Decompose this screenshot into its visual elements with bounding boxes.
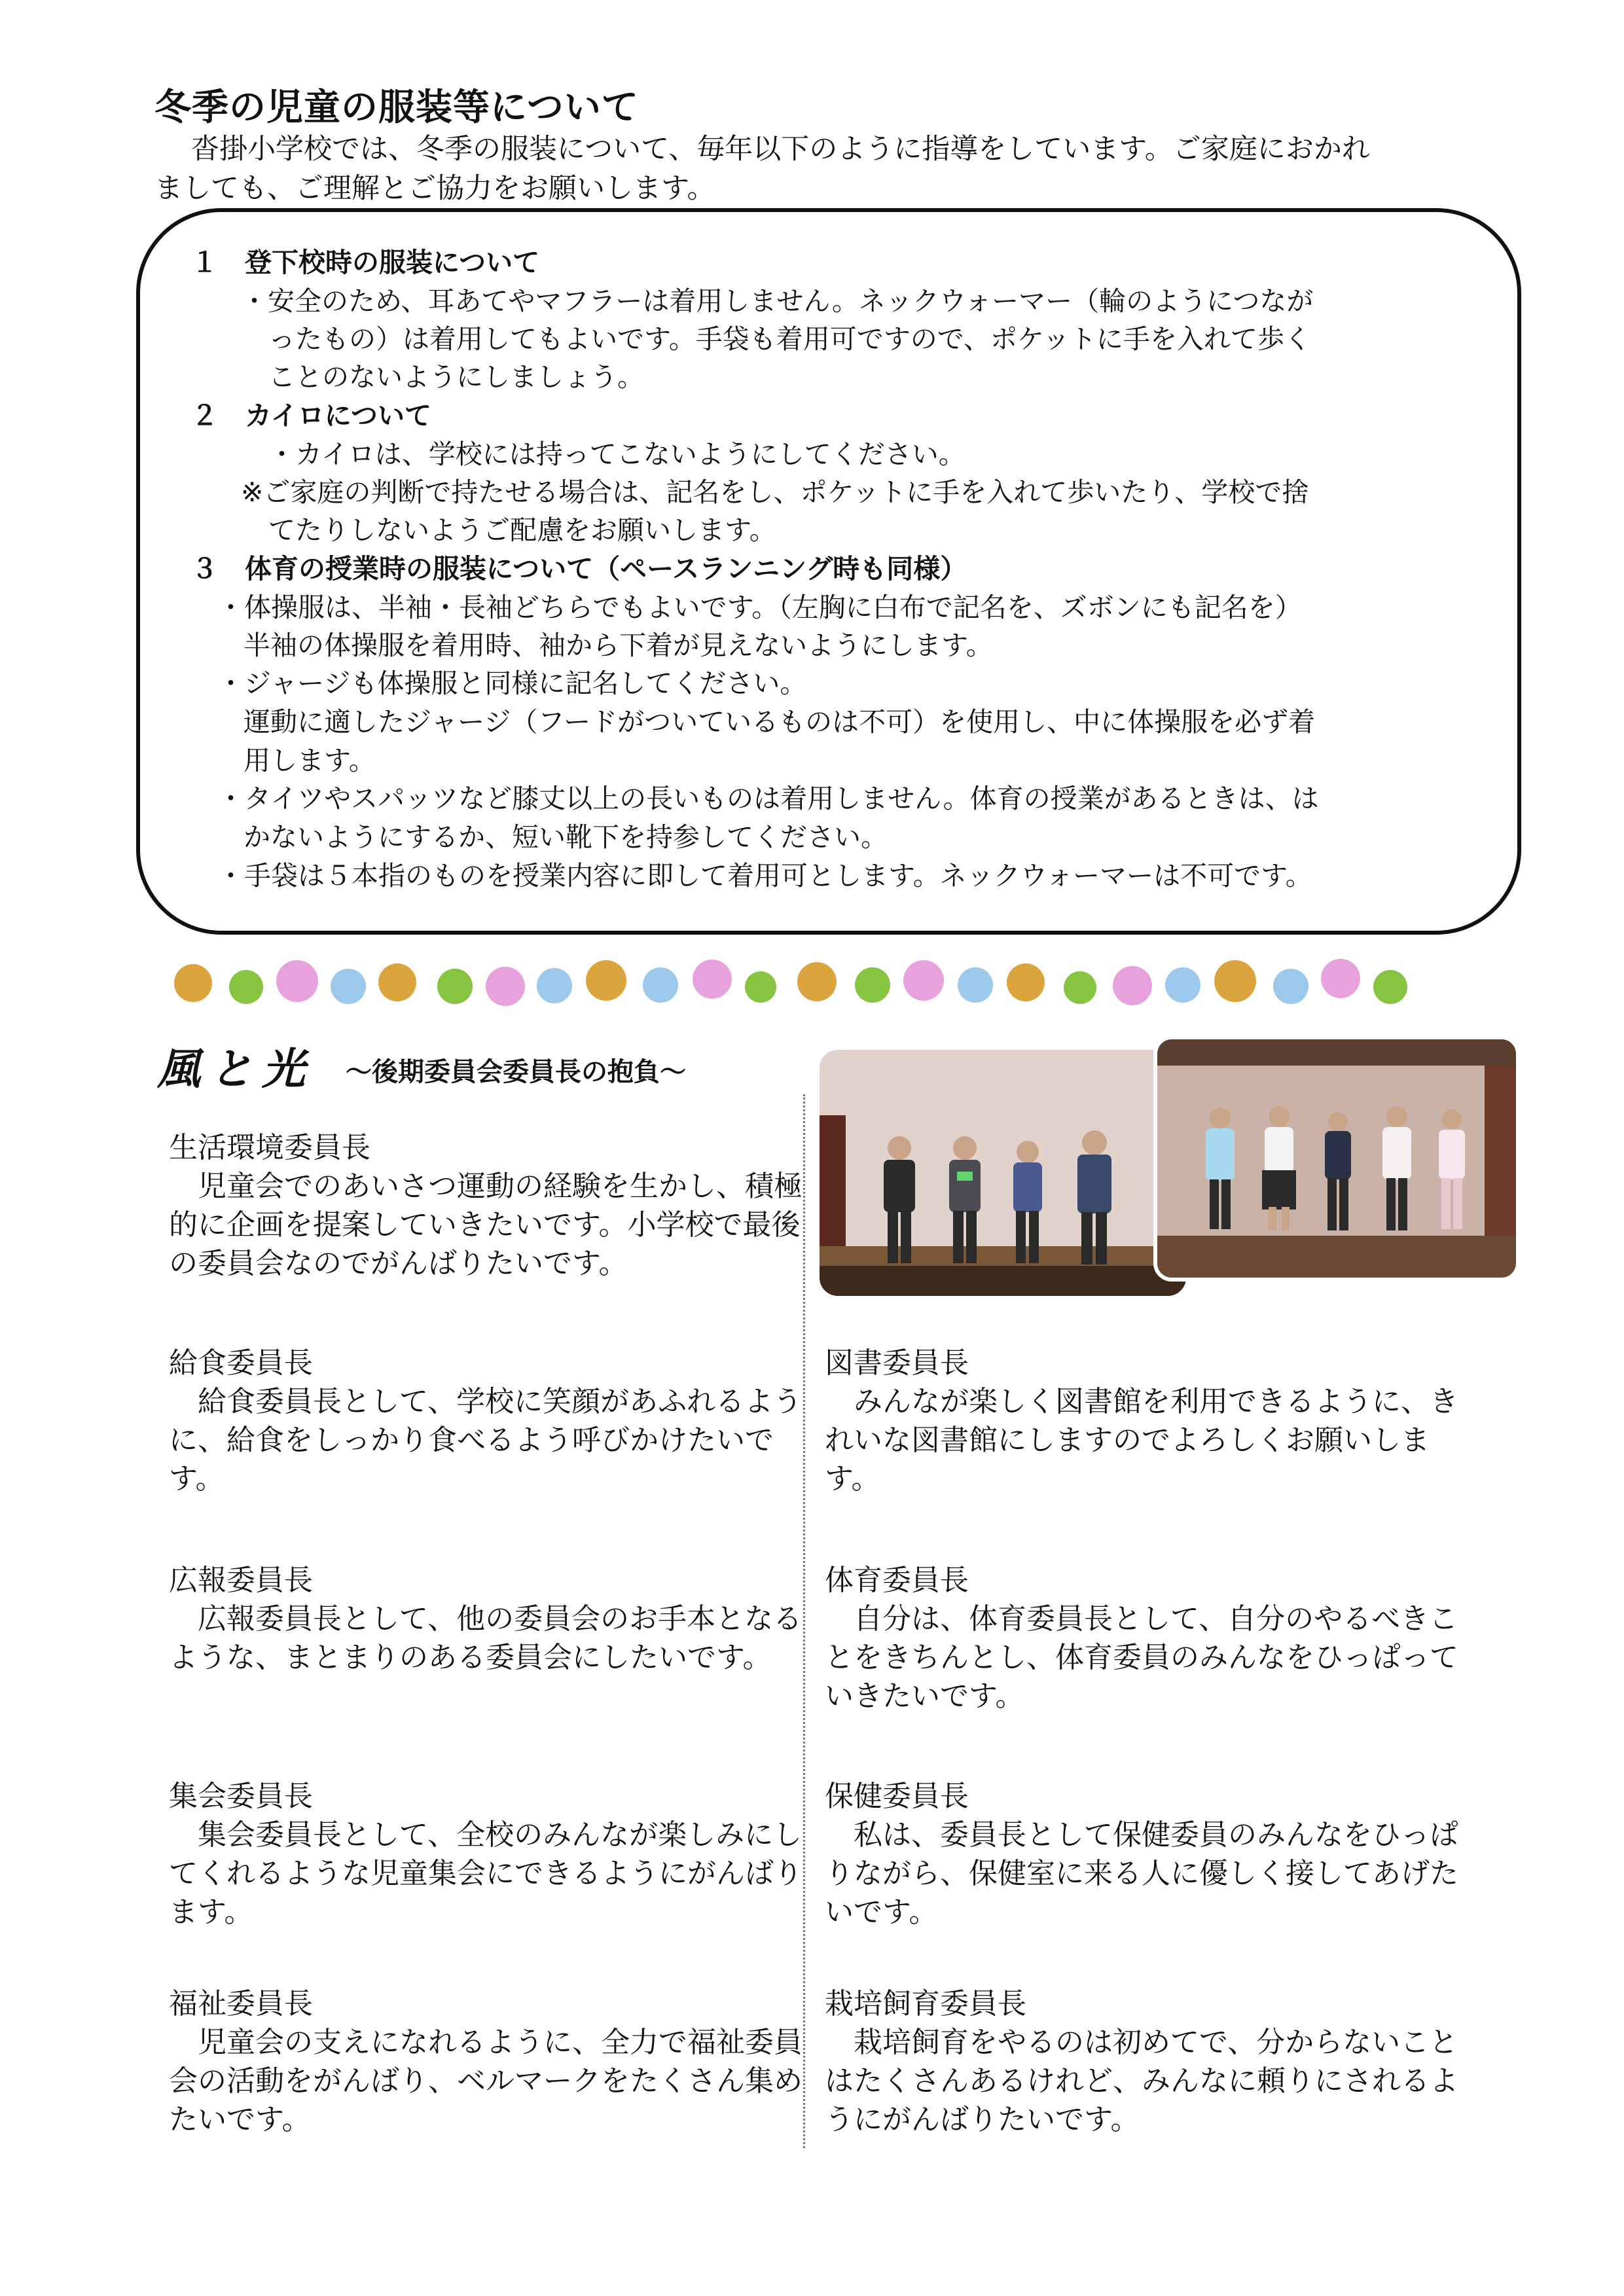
- dot: [643, 967, 678, 1003]
- dot: [1064, 971, 1096, 1004]
- dot: [276, 960, 318, 1002]
- committee-message: 児童会でのあいさつ運動の経験を生かし、積極的に企画を提案していきたいです。小学校で最後の委員会なのでがんばりたいです。: [169, 1170, 803, 1280]
- dot: [437, 969, 473, 1004]
- committee-message: 私は、委員長として保健委員のみんなをひっぱりながら、保健室に来る人に優しく接してあげたいです。: [825, 1818, 1458, 1929]
- dot: [331, 969, 366, 1004]
- committee-entry-fukushi: [169, 1984, 807, 2139]
- dot: [855, 967, 890, 1003]
- rule-line: ・安全のため、耳あてやマフラーは着用しません。ネックウォーマー（輪のようにつなが: [241, 285, 1314, 317]
- stage-photo-girls: [1157, 1039, 1516, 1278]
- rule-line: 半袖の体操服を着用時、袖から下着が見えないようにします。: [244, 630, 993, 661]
- committee-message: 栽培飼育をやるのは初めてで、分からないことはたくさんあるけれど、みんなに頼りにされるようにがんばりたいです。: [825, 2026, 1458, 2136]
- committee-message: 自分は、体育委員長として、自分のやるべきことをきちんとし、体育委員のみんなをひっぱっていきたいです。: [825, 1602, 1458, 1713]
- rule-line: てたりしないようご配慮をお願いします。: [268, 514, 776, 546]
- dot: [1273, 969, 1308, 1004]
- dot: [1214, 960, 1256, 1002]
- rule-line: ・カイロは、学校には持ってこないようにしてください。: [268, 439, 965, 470]
- committee-entry-hoken: [825, 1777, 1463, 1931]
- committee-role: 図書委員長: [825, 1346, 969, 1380]
- dot: [745, 971, 776, 1003]
- dot: [903, 960, 944, 1001]
- section-title-winter-clothing: 冬季の児童の服装等について: [154, 86, 639, 129]
- dot: [1007, 963, 1045, 1001]
- section-subtitle: ～後期委員会委員長の抱負～: [346, 1057, 686, 1087]
- rule-line: ・タイツやスパッツなど膝丈以上の長いものは着用しません。体育の授業があるときは、は: [217, 783, 1319, 814]
- committee-entry-seikatsu: [169, 1128, 807, 1283]
- dot: [1373, 970, 1407, 1004]
- intro-line: ましても、ご理解とご協力をお願いします。: [154, 172, 715, 205]
- intro-line: 沓掛小学校では、冬季の服装について、毎年以下のように指導をしています。ご家庭におかれ: [191, 133, 1370, 166]
- dot: [797, 962, 837, 1001]
- committee-role: 給食委員長: [169, 1346, 313, 1380]
- committee-role: 集会委員長: [169, 1780, 313, 1813]
- rule-line: かないようにするか、短い靴下を持参してください。: [244, 821, 888, 853]
- dot: [378, 963, 416, 1001]
- committee-role: 広報委員長: [169, 1564, 313, 1597]
- committee-message: 給食委員長として、学校に笑顔があふれるように、給食をしっかり食べるよう呼びかけたいです。: [169, 1385, 803, 1496]
- rule-line: ・ジャージも体操服と同様に記名してください。: [217, 668, 807, 699]
- committee-role: 体育委員長: [825, 1564, 969, 1597]
- committee-role: 福祉委員長: [169, 1987, 313, 2020]
- committee-entry-tosho: [825, 1344, 1463, 1498]
- committee-message: 児童会の支えになれるように、全力で福祉委員会の活動をがんばり、ベルマークをたくさん集めたいです。: [169, 2026, 803, 2136]
- committee-message: 集会委員長として、全校のみんなが楽しみにしてくれるような児童集会にできるようにがんばります。: [169, 1818, 803, 1929]
- committee-entry-taiiku: [825, 1561, 1463, 1715]
- rule-line: ・体操服は、半袖・長袖どちらでもよいです。（左胸に白布で記名を、ズボンにも記名を）: [217, 592, 1302, 623]
- photo-boys-on-stage: [820, 1050, 1186, 1296]
- dot: [229, 970, 263, 1004]
- dot: [1321, 959, 1360, 998]
- committee-message: みんなが楽しく図書館を利用できるように、きれいな図書館にしますのでよろしくお願いします。: [825, 1385, 1458, 1496]
- committee-role: 栽培飼育委員長: [825, 1987, 1026, 2020]
- rule-line: ※ご家庭の判断で持たせる場合は、記名をし、ポケットに手を入れて歩いたり、学校で捨: [241, 476, 1309, 508]
- rule-heading-pe: ３ 体育の授業時の服装について（ペースランニング時も同様）: [191, 553, 967, 584]
- committee-message: 広報委員長として、他の委員会のお手本となるような、まとまりのある委員会にしたいです。: [169, 1602, 803, 1674]
- committee-entry-shukai: [169, 1777, 807, 1931]
- rule-line: 用します。: [244, 745, 376, 776]
- committee-entry-koho: [169, 1561, 807, 1677]
- rule-line: ったもの）は着用してもよいです。手袋も着用可ですので、ポケットに手を入れて歩く: [268, 323, 1311, 355]
- committee-role: 生活環境委員長: [169, 1131, 370, 1164]
- photo-girls-on-stage: [1153, 1035, 1520, 1282]
- dot: [693, 960, 732, 999]
- rule-heading-commute: １ 登下校時の服装について: [191, 247, 540, 278]
- dot: [1165, 967, 1200, 1003]
- rule-heading-kairo: ２ カイロについて: [191, 400, 431, 431]
- stage-photo-boys: [820, 1050, 1186, 1296]
- committee-role: 保健委員長: [825, 1780, 969, 1813]
- rule-line: ・手袋は５本指のものを授業内容に即して着用可とします。ネックウォーマーは不可です。: [217, 860, 1312, 891]
- rule-line: 運動に適したジャージ（フードがついているものは不可）を使用し、中に体操服を必ず着: [244, 706, 1316, 738]
- dot: [958, 967, 993, 1003]
- dot: [486, 967, 525, 1006]
- dot: [1113, 966, 1152, 1005]
- section-title-kaze-to-hikari: 風と光: [157, 1043, 314, 1094]
- dot: [174, 964, 212, 1002]
- committee-entry-saibai: [825, 1984, 1463, 2139]
- intro-paragraph: [154, 130, 1477, 208]
- committee-entry-kyushoku: [169, 1344, 807, 1498]
- dot: [537, 968, 572, 1003]
- rule-line: ことのないようにしましょう。: [268, 361, 644, 393]
- dot: [586, 960, 626, 1001]
